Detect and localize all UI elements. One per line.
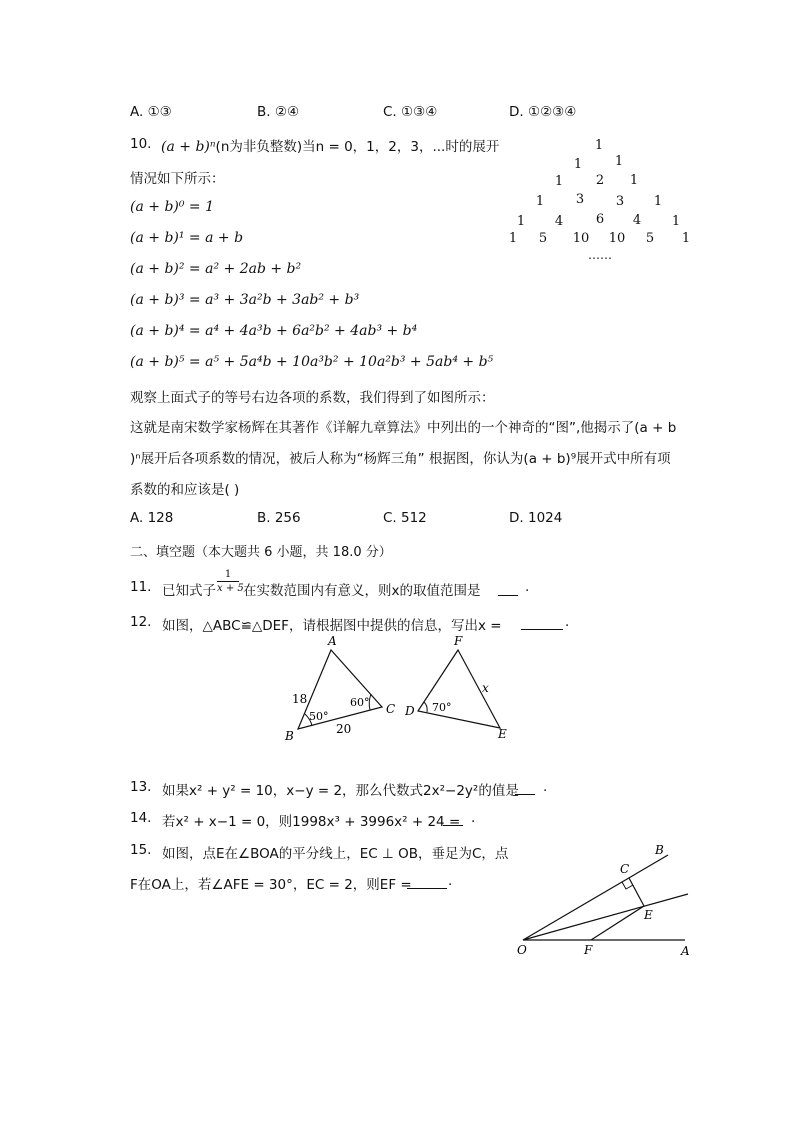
label-e: E	[644, 908, 653, 922]
q9-option-c: C. ①③④	[383, 104, 438, 120]
q10-intro-text: (n为非负整数)当n = 0，1，2，3，...时的展开	[215, 139, 500, 155]
tri-r5-c0: 1	[508, 231, 518, 246]
tri-r3-c2: 3	[615, 194, 625, 209]
q10-intro-line2: 情况如下所示：	[130, 171, 225, 187]
label-d: D	[405, 704, 415, 718]
q15-figure	[505, 835, 705, 965]
tri-r3-c3: 1	[653, 194, 663, 209]
side-fe-label: x	[482, 681, 489, 695]
q10-option-b: B. 256	[257, 510, 301, 526]
q12-text: 如图，△ABC≌△DEF，请根据图中提供的信息，写出x =	[162, 618, 502, 634]
q13-end: .	[543, 779, 548, 795]
q12-number: 12.	[130, 614, 152, 630]
tri-r0-c0: 1	[594, 138, 604, 153]
angle-d-arc	[424, 702, 427, 712]
tri-r5-c4: 5	[645, 231, 655, 246]
q10-option-d: D. 1024	[509, 510, 563, 526]
q13-number: 13.	[130, 779, 152, 795]
q15-number: 15.	[130, 842, 152, 858]
q11-post: 在实数范围内有意义，则x的取值范围是	[243, 583, 481, 599]
q10-observe: 观察上面式子的等号右边各项的系数，我们得到了如图所示：	[130, 390, 495, 406]
section-2-header: 二、填空题（本大题共 6 小题，共 18.0 分）	[130, 545, 392, 560]
q13-text: 如果x² + y² = 10，x−y = 2，那么代数式2x²−2y²的值是	[162, 783, 519, 799]
tri-r4-c2: 6	[595, 212, 605, 227]
label-o: O	[517, 943, 527, 957]
label-c: C	[620, 862, 630, 876]
tri-r5-c2: 10	[572, 231, 590, 246]
q10-intro-math: (a + b)ⁿ	[161, 139, 216, 155]
q11-end: .	[525, 579, 530, 595]
q14-end: .	[471, 810, 476, 826]
tri-r2-c1: 2	[595, 173, 605, 188]
side-ab-label: 18	[292, 692, 308, 706]
label-a: A	[328, 634, 337, 648]
q10-formula-5: (a + b)⁵ = a⁵ + 5a⁴b + 10a³b² + 10a²b³ + 5ab⁴ + b⁵	[130, 354, 494, 370]
angle-c-label: 60°	[350, 696, 370, 709]
q10-formula-2: (a + b)² = a² + 2ab + b²	[130, 261, 302, 277]
q15-end: .	[448, 873, 453, 889]
q14-number: 14.	[130, 810, 152, 826]
q10-formula-1: (a + b)¹ = a + b	[130, 230, 244, 246]
q10-line-b: )ⁿ展开后各项系数的情况，被后人称为“杨辉三角” 根据图，你认为(a + b)⁹展开式中所有项	[130, 451, 671, 467]
q10-option-a: A. 128	[130, 510, 174, 526]
label-a: A	[681, 944, 690, 958]
q10-formula-0: (a + b)⁰ = 1	[130, 199, 215, 215]
tri-r1-c1: 1	[614, 154, 624, 169]
bisector-ray	[523, 894, 688, 940]
label-f: F	[454, 634, 463, 648]
tri-r5-c1: 5	[538, 231, 548, 246]
segment-ec	[629, 878, 644, 906]
angle-d-label: 70°	[432, 701, 452, 714]
label-f: F	[584, 943, 593, 957]
q10-option-c: C. 512	[383, 510, 427, 526]
label-c: C	[386, 702, 396, 716]
q12-answer-blank[interactable]	[521, 617, 563, 630]
tri-r4-c4: 1	[671, 214, 681, 229]
q14-text: 若x² + x−1 = 0，则1998x³ + 3996x² + 24 =	[162, 814, 461, 830]
q9-option-d: D. ①②③④	[509, 104, 577, 120]
q11-fraction	[217, 569, 244, 594]
tri-r1-c0: 1	[573, 157, 583, 172]
q10-intro	[161, 135, 499, 155]
ray-ob	[523, 855, 668, 940]
tri-r5-c3: 10	[608, 231, 626, 246]
q12-end: .	[565, 614, 570, 630]
q15-line1: 如图，点E在∠BOA的平分线上，EC ⊥ OB，垂足为C，点	[162, 846, 509, 862]
tri-r3-c1: 3	[575, 192, 585, 207]
q10-line-c: 系数的和应该是( )	[130, 482, 240, 498]
angle-b-label: 50°	[309, 710, 329, 723]
tri-r4-c1: 4	[554, 214, 564, 229]
tri-r5-c5: 1	[681, 231, 691, 246]
side-bc-label: 20	[336, 722, 352, 736]
label-b: B	[655, 843, 664, 857]
segment-ef	[591, 906, 644, 940]
q15-answer-blank[interactable]	[407, 876, 447, 889]
q9-option-a: A. ①③	[130, 104, 172, 120]
q10-formula-4: (a + b)⁴ = a⁴ + 4a³b + 6a²b² + 4ab³ + b⁴	[130, 323, 418, 339]
q9-option-b: B. ②④	[257, 104, 300, 120]
q11-answer-blank[interactable]	[498, 583, 518, 596]
q10-line-a: 这就是南宋数学家杨辉在其著作《详解九章算法》中列出的一个神奇的“图”,他揭示了(a + b	[130, 420, 677, 436]
q10-number: 10.	[130, 136, 152, 152]
tri-r4-c0: 1	[516, 214, 526, 229]
q10-formula-3: (a + b)³ = a³ + 3a²b + 3ab² + b³	[130, 292, 360, 308]
label-e: E	[498, 727, 507, 741]
q11-frac-num: 1	[224, 569, 232, 580]
label-b: B	[285, 729, 294, 743]
q11-number: 11.	[130, 579, 152, 595]
tri-r4-c3: 4	[632, 213, 642, 228]
q11-pre: 已知式子	[162, 583, 216, 599]
q15-line2: F在OA上，若∠AFE = 30°，EC = 2，则EF =	[130, 877, 412, 893]
q11-frac-den: x + 5	[217, 583, 244, 594]
q12-figure	[270, 630, 530, 750]
q13-answer-blank[interactable]	[515, 782, 535, 795]
tri-r3-c0: 1	[535, 194, 545, 209]
tri-r2-c2: 1	[629, 173, 639, 188]
tri-r2-c0: 1	[554, 174, 564, 189]
tri-ellipsis: ……	[588, 248, 612, 262]
q14-answer-blank[interactable]	[443, 813, 463, 826]
